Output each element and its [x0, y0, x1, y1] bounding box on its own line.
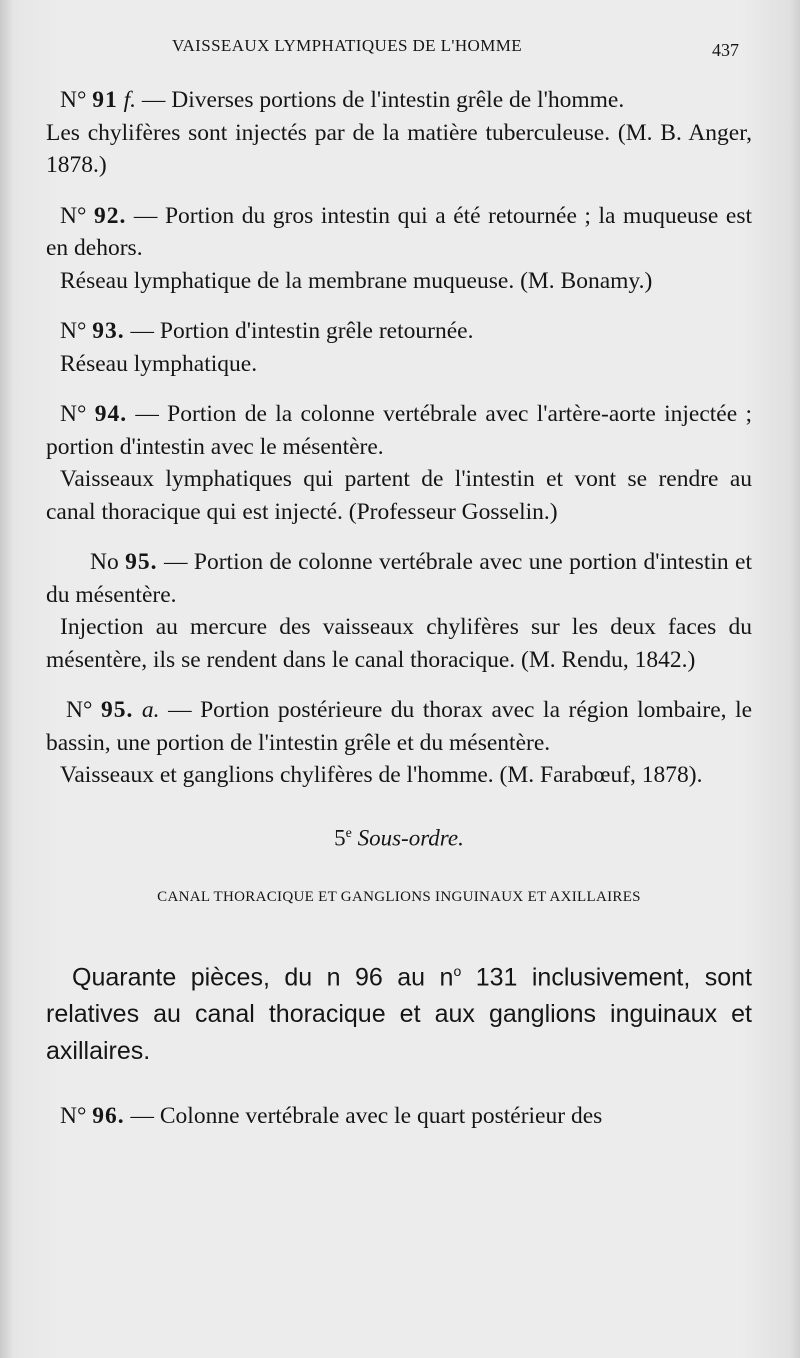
catalog-entry-95a [46, 694, 752, 792]
catalog-entry-96 [46, 1100, 752, 1133]
summary-ordinal: o [453, 963, 462, 980]
entry-number: 91 [92, 87, 118, 113]
entry-number: 94. [94, 401, 128, 427]
catalog-entry-93 [46, 315, 752, 380]
entry-number-prefix: N° [60, 401, 87, 427]
entry-title: — Portion de colonne vertébrale avec une portion d'intestin et du mésentère. [46, 549, 753, 608]
entry-description: Vaisseaux et ganglions chylifères de l'homme. (M. Farabœuf, 1878). [60, 762, 703, 788]
entry-heading [46, 200, 752, 265]
entry-description: Réseau lymphatique de la membrane muqueuse. (M. Bonamy.) [60, 267, 653, 294]
suborder-label: Sous-ordre. [357, 825, 464, 851]
entry-title: — Portion du gros intestin qui a été retournée ; la muqueuse est en dehors. [46, 202, 753, 261]
entry-number-prefix: N° [60, 87, 87, 113]
entry-title: — Diverses portions de l'intestin grêle de l'homme. [141, 87, 625, 113]
entry-number-prefix: N° [60, 318, 87, 344]
entry-number-suffix: f. [123, 87, 137, 113]
entry-number: 96. [92, 1103, 125, 1130]
suborder-number: 5 [334, 825, 346, 851]
entry-number-suffix: a. [141, 697, 160, 723]
entry-number-prefix: N° [66, 697, 93, 723]
summary-text-start: Quarante pièces, du n 96 au n [72, 963, 454, 992]
entry-description: Les chylifères sont injectés par de la matière tuberculeuse. (M. B. Anger, 1878.) [46, 119, 752, 178]
summary-text-end: 131 inclusivement, sont relatives au canal thoracique et aux ganglions inguinaux et axillaires. [46, 963, 752, 1066]
entry-number-prefix: N° [60, 1103, 87, 1130]
entry-description: Vaisseaux lymphatiques qui partent de l'intestin et vont se rendre au canal thoracique qui est injecté. (Professeur Gosselin.) [46, 466, 752, 525]
catalog-entry-92 [46, 200, 752, 298]
entry-title: — Portion de la colonne vertébrale avec l'artère-aorte injectée ; portion d'intestin avec le mésentère. [46, 401, 752, 460]
page-number: 437 [712, 40, 739, 60]
entry-number-prefix: No [90, 549, 119, 575]
catalog-entry-95 [46, 546, 752, 676]
entry-heading [46, 546, 752, 611]
catalog-entry-91f [46, 84, 752, 182]
entry-heading [46, 694, 752, 759]
catalog-entry-94 [46, 398, 752, 528]
entry-number: 92. [93, 202, 127, 229]
suborder-heading [46, 818, 752, 855]
entry-heading [46, 315, 752, 348]
entry-number: 95. [125, 549, 158, 575]
entry-number: 95. [100, 697, 134, 723]
entry-heading [46, 1100, 752, 1133]
entry-title: — Portion d'intestin grêle retournée. [130, 318, 474, 344]
entry-heading [46, 398, 752, 463]
section-summary [46, 953, 752, 1070]
page-body [46, 84, 752, 1151]
entry-title: — Portion postérieure du thorax avec la région lombaire, le bassin, une portion de l'intestin grêle et du mésentère. [46, 697, 753, 756]
entry-number-prefix: N° [60, 202, 87, 229]
suborder-ordinal: e [345, 825, 352, 841]
entry-description: Injection au mercure des vaisseaux chylifères sur les deux faces du mésentère, ils se rendent dans le canal thoracique. (M. Rendu, 1842.) [46, 614, 752, 673]
running-title: VAISSEAUX LYMPHATIQUES DE L'HOMME [172, 36, 523, 55]
entry-number: 93. [92, 318, 125, 344]
section-heading: CANAL THORACIQUE ET GANGLIONS INGUINAUX ET AXILLAIRES [157, 888, 641, 905]
page-header [0, 36, 800, 66]
entry-heading [46, 84, 752, 117]
entry-title: — Colonne vertébrale avec le quart postérieur des [130, 1103, 603, 1130]
entry-description: Réseau lymphatique. [60, 350, 258, 377]
